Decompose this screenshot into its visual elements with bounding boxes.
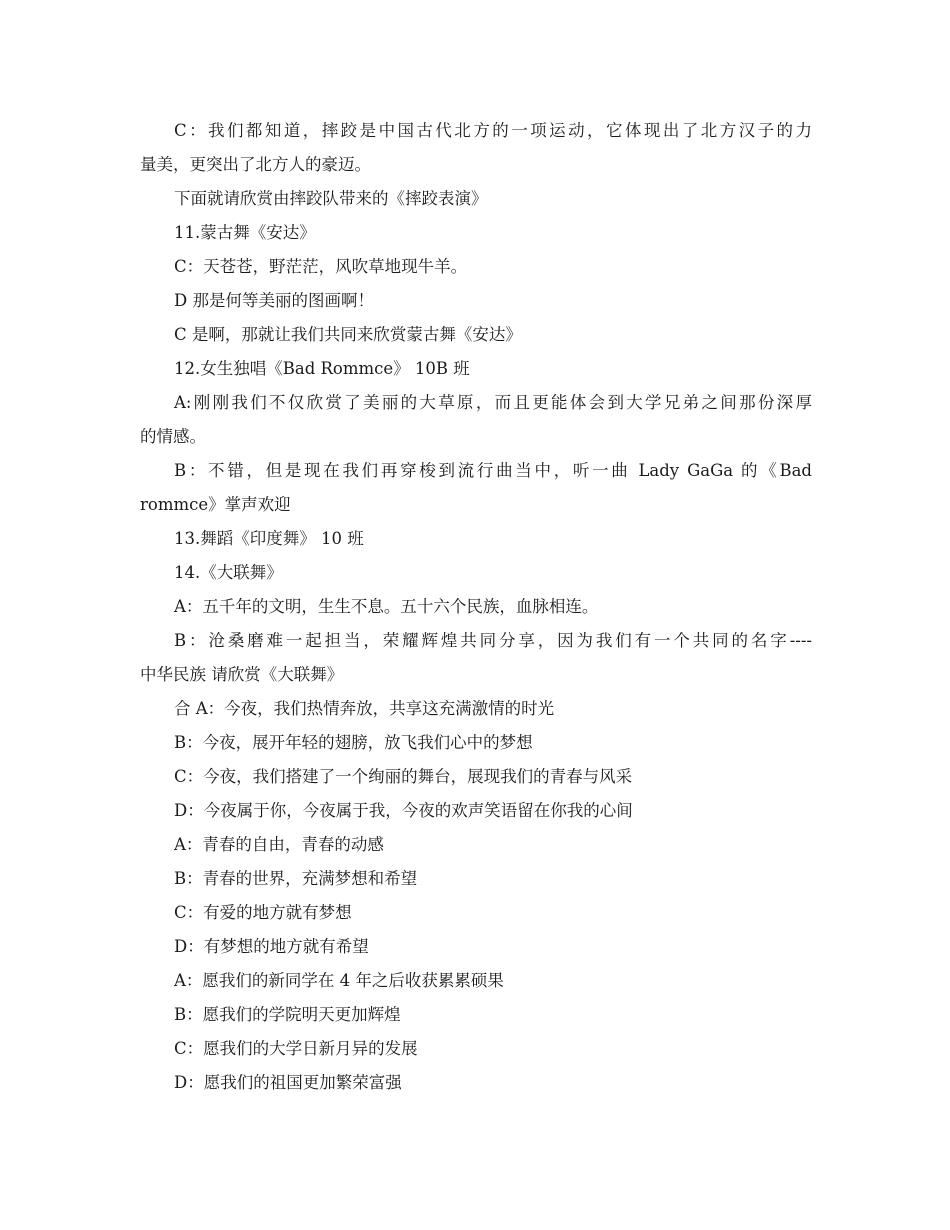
- text-line: 13.舞蹈《印度舞》 10 班: [174, 529, 364, 548]
- paragraph-d-tonight: [140, 794, 812, 828]
- text-line: C：我们都知道，摔跤是中国古代北方的一项运动，它体现出了北方汉子的力: [174, 121, 812, 140]
- paragraph-a-brotherhood: [140, 386, 812, 454]
- text-line: 11.蒙古舞《安达》: [174, 223, 316, 242]
- text-line: 量美，更突出了北方人的豪迈。: [140, 155, 371, 174]
- paragraph-a-wish-students: [140, 964, 812, 998]
- text-line: D：有梦想的地方就有希望: [174, 937, 369, 956]
- paragraph-d-wish-motherland: [140, 1066, 812, 1100]
- paragraph-a-civilization: [140, 590, 812, 624]
- paragraph-d-dream-hope: [140, 930, 812, 964]
- paragraph-b-wish-college: [140, 998, 812, 1032]
- text-line: 合 A：今夜，我们热情奔放，共享这充满激情的时光: [174, 699, 555, 718]
- paragraph-d-picture: [140, 284, 812, 318]
- text-line: B：青春的世界，充满梦想和希望: [174, 869, 418, 888]
- paragraph-b-chinese-nation: [140, 624, 812, 692]
- paragraph-b-youth-world: [140, 862, 812, 896]
- text-line: B：今夜，展开年轻的翅膀，放飞我们心中的梦想: [174, 733, 533, 752]
- text-line: D 那是何等美丽的图画啊！: [174, 291, 374, 310]
- paragraph-c-grassland: [140, 250, 812, 284]
- text-line: C 是啊，那就让我们共同来欣赏蒙古舞《安达》: [174, 325, 522, 344]
- text-line: 14.《大联舞》: [174, 563, 283, 582]
- text-line: 中华民族 请欣赏《大联舞》: [140, 665, 344, 684]
- text-line: B：不错，但是现在我们再穿梭到流行曲当中，听一曲 Lady GaGa 的《Bad: [174, 461, 812, 480]
- text-line: C：有爱的地方就有梦想: [174, 903, 352, 922]
- paragraph-a-youth-freedom: [140, 828, 812, 862]
- paragraph-c-love-dream: [140, 896, 812, 930]
- text-line: D：愿我们的祖国更加繁荣富强: [174, 1073, 402, 1092]
- paragraph-wrestling-invite: [140, 182, 812, 216]
- text-line: A：青春的自由，青春的动感: [174, 835, 384, 854]
- program-item-12: [140, 352, 812, 386]
- program-item-14: [140, 556, 812, 590]
- text-line: D：今夜属于你，今夜属于我，今夜的欢声笑语留在你我的心间: [174, 801, 633, 820]
- text-line: C：天苍苍，野茫茫，风吹草地现牛羊。: [174, 257, 468, 276]
- program-item-13: [140, 522, 812, 556]
- paragraph-c-anda: [140, 318, 812, 352]
- text-line: 下面就请欣赏由摔跤队带来的《摔跤表演》: [174, 189, 488, 208]
- paragraph-b-popsong: [140, 454, 812, 522]
- text-line: A：五千年的文明，生生不息。五十六个民族，血脉相连。: [174, 597, 599, 616]
- paragraph-a-tonight: [140, 692, 812, 726]
- paragraph-b-tonight: [140, 726, 812, 760]
- text-line: B：沧桑磨难一起担当，荣耀辉煌共同分享，因为我们有一个共同的名字----: [174, 631, 812, 650]
- text-line: A:刚刚我们不仅欣赏了美丽的大草原，而且更能体会到大学兄弟之间那份深厚: [174, 393, 812, 412]
- text-line: C：愿我们的大学日新月异的发展: [174, 1039, 418, 1058]
- text-line: B：愿我们的学院明天更加辉煌: [174, 1005, 401, 1024]
- text-line: C：今夜，我们搭建了一个绚丽的舞台，展现我们的青春与风采: [174, 767, 633, 786]
- text-line: A：愿我们的新同学在 4 年之后收获累累硕果: [174, 971, 504, 990]
- program-item-11: [140, 216, 812, 250]
- text-line: rommce》掌声欢迎: [140, 495, 291, 514]
- paragraph-c-tonight: [140, 760, 812, 794]
- text-line: 12.女生独唱《Bad Rommce》 10B 班: [174, 359, 470, 378]
- text-line: 的情感。: [140, 427, 206, 446]
- document-body: [140, 114, 812, 1100]
- paragraph-c-wish-university: [140, 1032, 812, 1066]
- paragraph-wrestling-intro: [140, 114, 812, 182]
